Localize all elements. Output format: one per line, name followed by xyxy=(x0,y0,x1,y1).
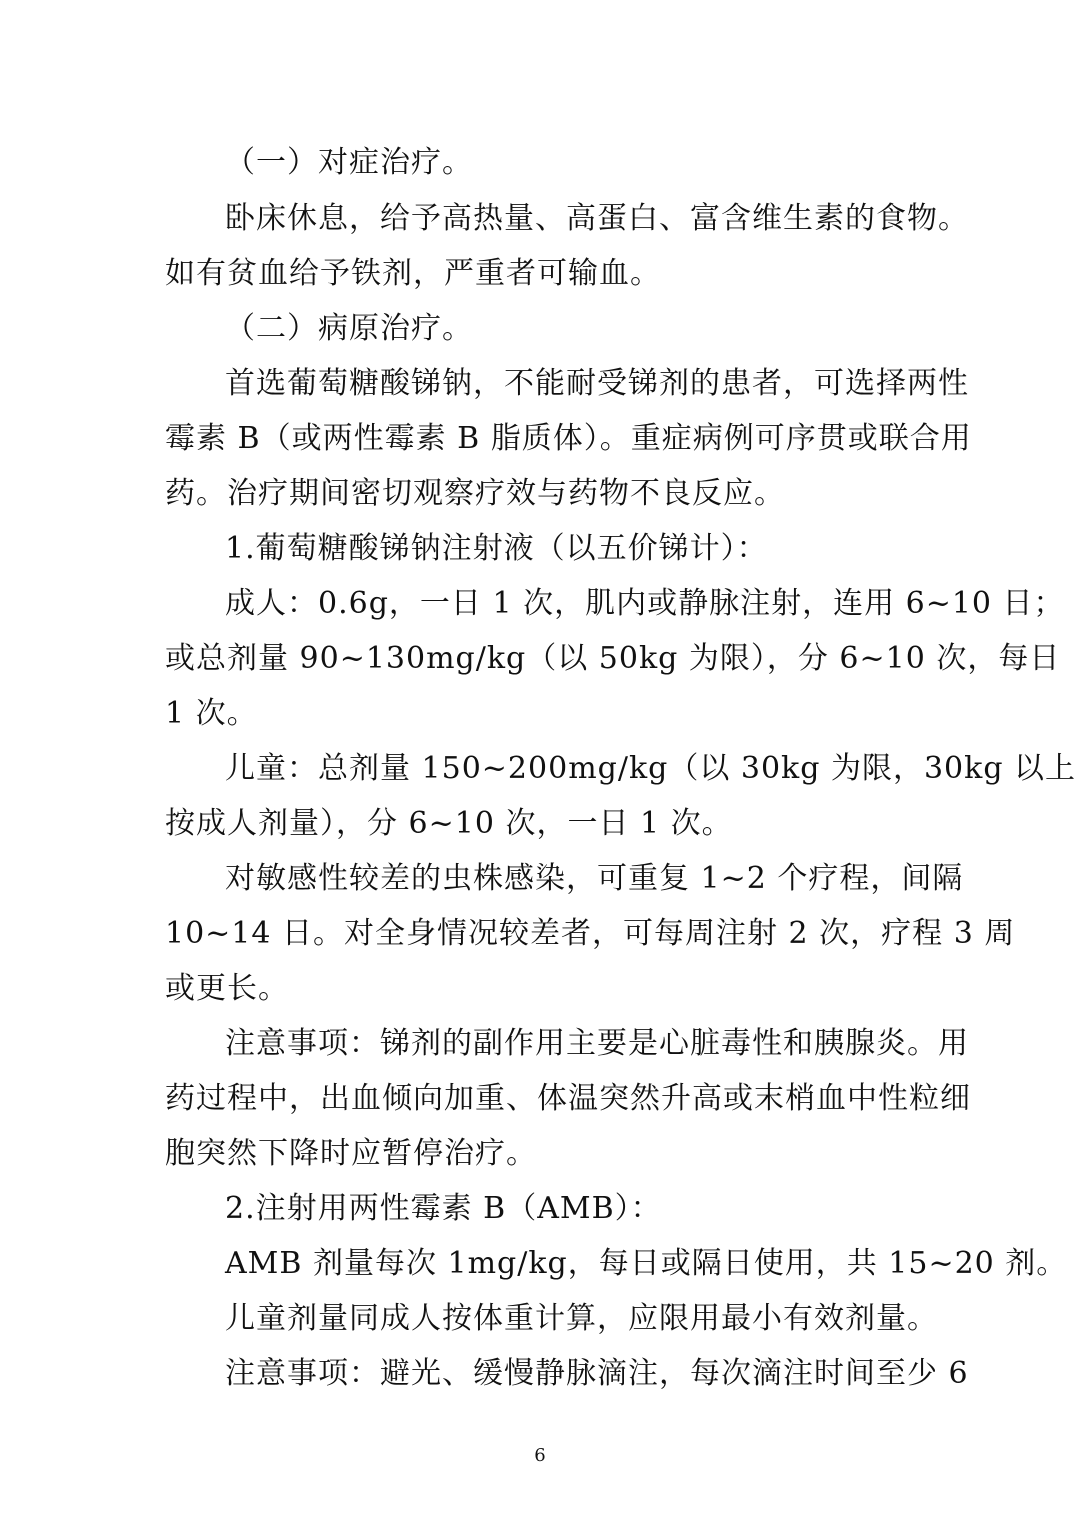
paragraph-line: 如有贫血给予铁剂，严重者可输血。 xyxy=(165,256,661,291)
paragraph-line: 药。治疗期间密切观察疗效与药物不良反应。 xyxy=(165,476,785,511)
paragraph-line: 首选葡萄糖酸锑钠，不能耐受锑剂的患者，可选择两性 xyxy=(225,366,969,401)
paragraph-line: 注意事项：锑剂的副作用主要是心脏毒性和胰腺炎。用 xyxy=(225,1026,969,1061)
page-number: 6 xyxy=(534,1445,546,1466)
paragraph-line: 卧床休息，给予高热量、高蛋白、富含维生素的食物。 xyxy=(225,201,969,236)
paragraph-line: 10~14 日。对全身情况较差者，可每周注射 2 次，疗程 3 周 xyxy=(165,916,1016,951)
paragraph-line: 按成人剂量），分 6~10 次，一日 1 次。 xyxy=(165,806,733,841)
paragraph-line: 成人：0.6g，一日 1 次，肌内或静脉注射，连用 6~10 日； xyxy=(225,586,1065,621)
paragraph-line: 儿童剂量同成人按体重计算，应限用最小有效剂量。 xyxy=(225,1301,938,1336)
paragraph-line: 儿童：总剂量 150~200mg/kg（以 30kg 为限，30kg 以上 xyxy=(225,751,1077,786)
paragraph-line: 胞突然下降时应暂停治疗。 xyxy=(165,1136,537,1171)
paragraph-line: 或总剂量 90~130mg/kg（以 50kg 为限），分 6~10 次，每日 xyxy=(165,641,1061,676)
paragraph-line: 或更长。 xyxy=(165,971,289,1006)
subheading-sodium-stibogluconate: 1.葡萄糖酸锑钠注射液（以五价锑计）： xyxy=(225,531,768,566)
paragraph-line: 1 次。 xyxy=(165,696,258,731)
heading-symptomatic-treatment: （一）对症治疗。 xyxy=(225,145,473,180)
paragraph-line: 注意事项：避光、缓慢静脉滴注，每次滴注时间至少 6 xyxy=(225,1356,969,1391)
paragraph-line: 药过程中，出血倾向加重、体温突然升高或末梢血中性粒细 xyxy=(165,1081,971,1116)
paragraph-line: 对敏感性较差的虫株感染，可重复 1~2 个疗程，间隔 xyxy=(225,861,964,896)
subheading-amphotericin-b: 2.注射用两性霉素 B（AMB）： xyxy=(225,1191,662,1226)
heading-etiological-treatment: （二）病原治疗。 xyxy=(225,311,473,346)
paragraph-line: AMB 剂量每次 1mg/kg，每日或隔日使用，共 15~20 剂。 xyxy=(225,1246,1068,1281)
paragraph-line: 霉素 B（或两性霉素 B 脂质体）。重症病例可序贯或联合用 xyxy=(165,421,972,456)
